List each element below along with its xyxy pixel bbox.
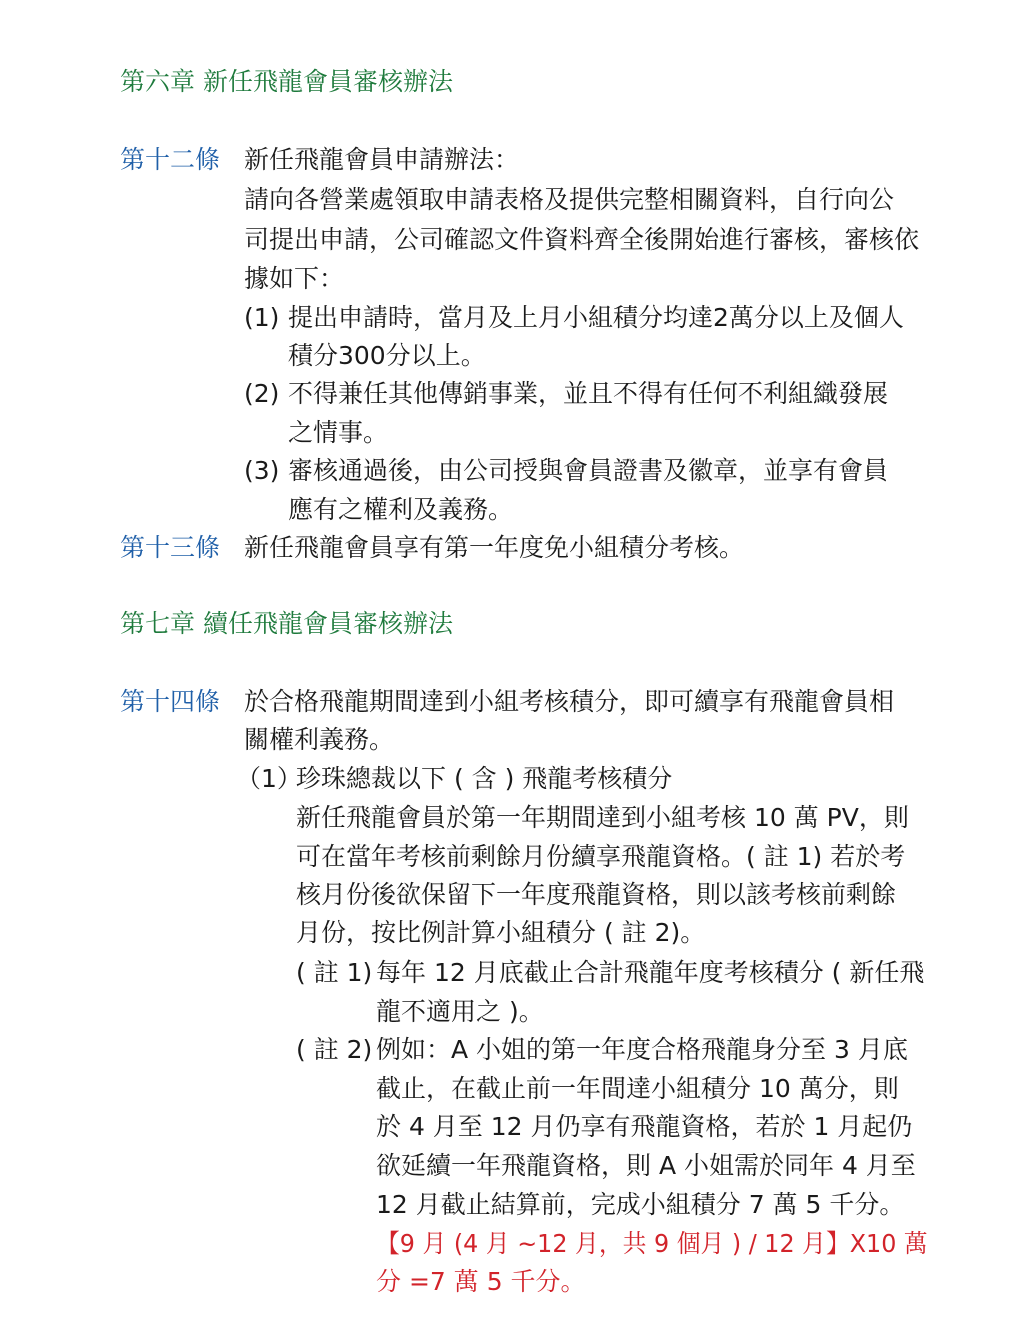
item-2-line: 之情事。 (288, 418, 389, 447)
article-12-number: 第十二條 (120, 145, 221, 174)
article-12-intro-line: 司提出申請，公司確認文件資料齊全後開始進行審核，審核依 (244, 225, 920, 254)
sub-1-line: 可在當年考核前剩餘月份續享飛龍資格。( 註 1) 若於考 (296, 842, 906, 871)
article-14-line: 關權利義務。 (244, 725, 395, 754)
note-2-line: 截止，在截止前一年間達小組積分 10 萬分，則 (376, 1074, 899, 1103)
sub-1-line: 月份，按比例計算小組積分 ( 註 2)。 (296, 918, 706, 947)
article-12-intro-line: 請向各營業處領取申請表格及提供完整相關資料，自行向公 (244, 185, 895, 214)
article-12-heading: 新任飛龍會員申請辦法： (244, 145, 520, 174)
item-2-marker: (2) (244, 379, 280, 408)
note-1-line: 龍不適用之 )。 (376, 997, 544, 1026)
item-1-line: 提出申請時，當月及上月小組積分均達2萬分以上及個人 (288, 303, 904, 332)
note-2-line: 於 4 月至 12 月仍享有飛龍資格，若於 1 月起仍 (376, 1112, 913, 1141)
item-3-line: 審核通過後，由公司授與會員證書及徽章，並享有會員 (288, 456, 889, 485)
chapter-7-title: 第七章 續任飛龍會員審核辦法 (120, 609, 453, 638)
item-3-marker: (3) (244, 456, 280, 485)
note-2-marker: ( 註 2) (296, 1035, 373, 1064)
note-1-line: 每年 12 月底截止合計飛龍年度考核積分 ( 新任飛 (376, 958, 925, 987)
item-1-marker: (1) (244, 303, 280, 332)
note-2-formula-line: 分 =7 萬 5 千分。 (376, 1267, 586, 1296)
article-14-line: 於合格飛龍期間達到小組考核積分，即可續享有飛龍會員相 (244, 687, 895, 716)
sub-1-line: 新任飛龍會員於第一年期間達到小組考核 10 萬 PV，則 (296, 803, 909, 832)
item-1-line: 積分300分以上。 (288, 341, 486, 370)
article-13-text: 新任飛龍會員享有第一年度免小組積分考核。 (244, 533, 745, 562)
note-2-line: 12 月截止結算前，完成小組積分 7 萬 5 千分。 (376, 1190, 905, 1219)
chapter-6-title: 第六章 新任飛龍會員審核辦法 (120, 67, 453, 96)
sub-1-title: 珍珠總裁以下 ( 含 ) 飛龍考核積分 (296, 764, 673, 793)
note-2-line: 欲延續一年飛龍資格，則 A 小姐需於同年 4 月至 (376, 1151, 916, 1180)
article-13-number: 第十三條 (120, 533, 221, 562)
note-2-formula-line: 【9 月 (4 月 ~12 月，共 9 個月 ) / 12 月】X10 萬 (376, 1229, 928, 1258)
item-3-line: 應有之權利及義務。 (288, 495, 514, 524)
article-12-intro-line: 據如下： (244, 264, 345, 293)
note-1-marker: ( 註 1) (296, 958, 373, 987)
sub-1-marker: （1） (236, 764, 302, 793)
article-14-number: 第十四條 (120, 687, 221, 716)
note-2-line: 例如：A 小姐的第一年度合格飛龍身分至 3 月底 (376, 1035, 908, 1064)
item-2-line: 不得兼任其他傳銷事業，並且不得有任何不利組織發展 (288, 379, 889, 408)
sub-1-line: 核月份後欲保留下一年度飛龍資格，則以該考核前剩餘 (296, 880, 897, 909)
